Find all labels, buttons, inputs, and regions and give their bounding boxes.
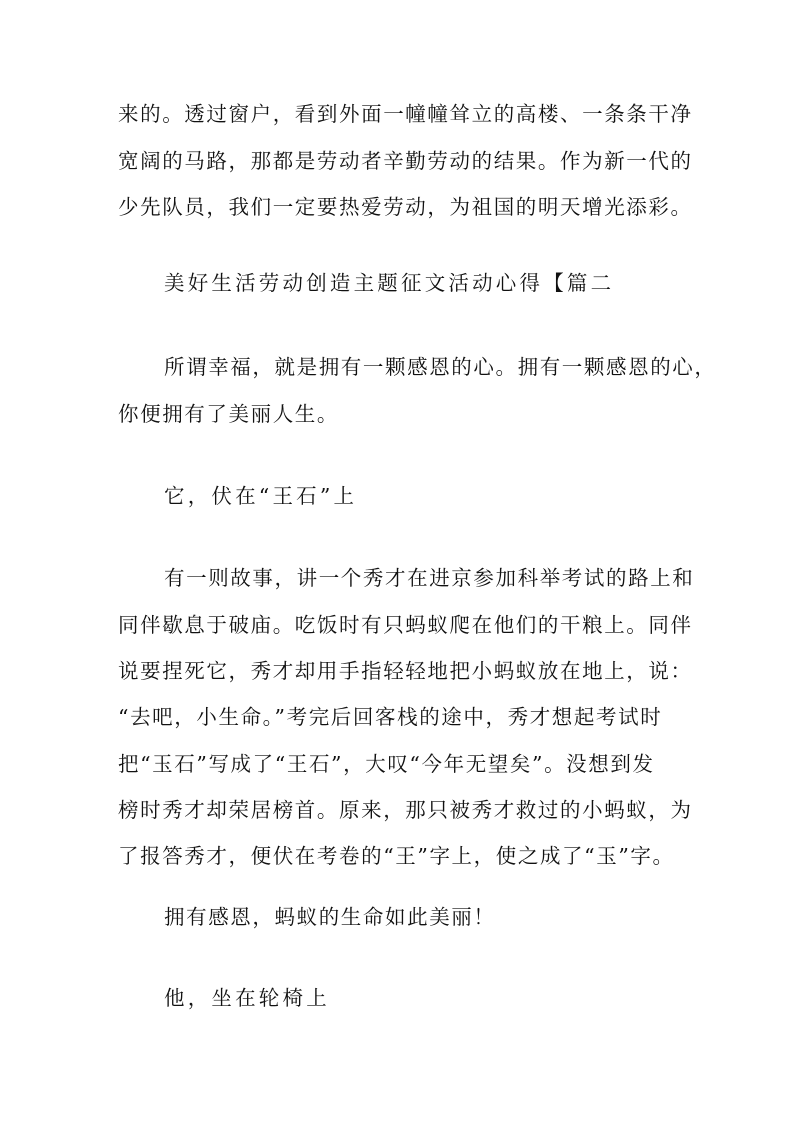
body-text-line: 来的。透过窗户，看到外面一幢幢耸立的高楼、一条条干净: [118, 102, 693, 126]
body-text-line: 少先队员，我们一定要热爱劳动，为祖国的明天增光添彩。: [118, 195, 693, 219]
body-text-line: 所谓幸福，就是拥有一颗感恩的心。拥有一颗感恩的心，: [164, 355, 717, 379]
section-heading: 美好生活劳动创造主题征文活动心得【篇二: [164, 271, 615, 295]
body-text-line: 把“玉石”写成了“王石”，大叹“今年无望矣”。没想到发: [118, 752, 655, 776]
subheading-text: 它，伏在“王石”上: [164, 484, 358, 508]
body-text-line: 有一则故事，讲一个秀才在进京参加科举考试的路上和: [164, 566, 695, 590]
body-text-line: 了报答秀才，便伏在考卷的“王”字上，使之成了“玉”字。: [118, 844, 675, 868]
body-text-line: “去吧，小生命。”考完后回客栈的途中，秀才想起考试时: [118, 705, 663, 729]
body-text-line: 榜时秀才却荣居榜首。原来，那只被秀才救过的小蚂蚁，为: [118, 798, 693, 822]
body-text-line: 拥有感恩，蚂蚁的生命如此美丽！: [164, 905, 496, 929]
body-text-line: 同伴歇息于破庙。吃饭时有只蚂蚁爬在他们的干粮上。同伴: [118, 613, 693, 637]
body-text-line: 宽阔的马路，那都是劳动者辛勤劳动的结果。作为新一代的: [118, 149, 693, 173]
subheading-text: 他，坐在轮椅上: [164, 986, 330, 1010]
body-text-line: 说要捏死它，秀才却用手指轻轻地把小蚂蚁放在地上，说：: [118, 659, 693, 683]
body-text-line: 你便拥有了美丽人生。: [118, 402, 339, 426]
